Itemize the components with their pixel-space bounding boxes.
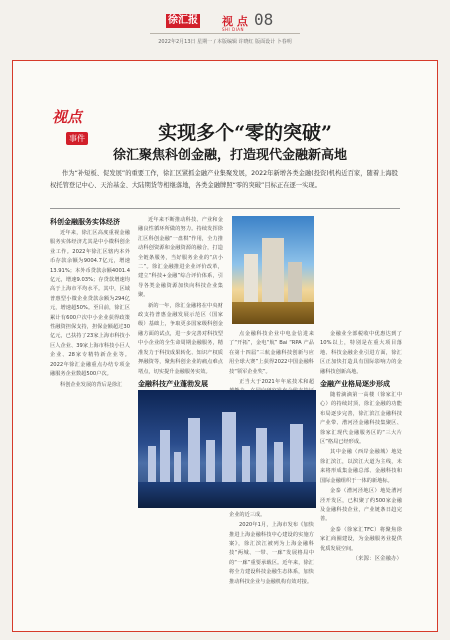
masthead <box>0 0 450 56</box>
section-heading: 科创金融服务实体经济 <box>50 218 120 226</box>
section-title-en: SHI DIAN <box>222 27 244 32</box>
paragraph: 正当大于2021年年底技术和超 <box>239 379 314 386</box>
paragraph: 新的一年，徐汇金融将在中央财政支持普惠金融发展示范区（国家级）基础上，争取更多国家级科创金融方面的试点，进一步完善对科技型中小企业的全生命周期金融服务，精准发力于科技成果转化、知识产权质押融资等，聚焦科创企业的痛点难点堵点，切实提升金融服务实效。 <box>138 302 223 375</box>
lead-paragraph: 作为“补短板、促发展”的重要工作，徐汇区紧抓金融产业集聚发展，2022年新增各类金融(投资)机构近百家，随着上海股权托管登记中心、天治基金、大陆期货等相继落地，各类金融牌照“零的突破”目标正在逐一实现。 <box>50 170 399 189</box>
paragraph: 金泰（徐家汇TFC）将聚焦徐家汇商圈建设，为金融服务业提供优质发展空间。 <box>320 526 402 552</box>
column-1 <box>50 216 130 620</box>
badge-title: 视点 <box>52 108 83 126</box>
paragraph: 近年来不断推动科技、产业和金融良性循环所做的努力。持续发挥徐汇区科创金融“一盘棋”作用，全力推动科创资源和金融资源的融合，打造全链条服务，当好服务企业的“店小二”。徐汇金融推进企业评价改革，建立“科技+金融”综合评价体系，引导各类金融资源加快向科技企业集聚。 <box>138 217 223 299</box>
paragraph: 近年来，徐汇区高度重视金融服务实体经济尤其是中小微科创企业工作。2022年徐汇区辖内本外币存款余额为9004.7亿元，增速13.91%；本外币贷款余额4001.4亿元，增速9.03%；存贷款增速均高于上海市平均水平。其中，区域普惠型小微企业贷款余额为294亿元，增速超50%。至目前，徐汇区累计有600户次中小企业获得政策性融资担保支持，担保金额超过30亿元，已扶持了23家上海市科技小巨人企业、39家上海市科技小巨人企业、28家专精特新企业等。2022年徐汇金融重点办结专项金融服务企业数超500户次。 <box>50 230 130 378</box>
section-heading: 金融产业格局逐步形成 <box>320 380 390 389</box>
lead-divider <box>50 208 400 209</box>
section-title: 视 点 <box>222 15 248 28</box>
masthead-rule <box>150 33 300 34</box>
paragraph: 其中金融（西岸金融城）地处徐汇滨江，以滨江大道为主线，未来将形成集金融总部、金融科技和国际金融组织于一体的新地标。 <box>320 449 402 484</box>
paragraph: 科创企业发展的背后是徐汇 <box>60 381 123 388</box>
column-4 <box>320 330 402 620</box>
paragraph: 2020年1月，上海市发布《加快推进上海金融科技中心建设的实施方案》，徐汇滨江被列为上海金融科技“两城、一带、一廊”发展格局中的“一廊”重要承载区。近年来，徐汇将全力建设科技金融生态体系，加快推动科技企业与金融机构有效对接。 <box>229 522 314 585</box>
paper-logo: 徐汇报 <box>168 15 198 26</box>
paragraph: 金泰（漕河泾地区）地处漕河泾开发区，已积聚了约500家金融及金融科技企业，产业链条日趋完善。 <box>320 488 402 523</box>
paragraph: 点金融科技企业中电金信进来了“开拓”，金电“航” Bai “RPA 产品在第十四届“三航金融科技创新与应用全球大赛”上获得2022中国金融科技“领军企业奖”。 <box>229 331 314 375</box>
section-heading: 金融科技产业蓬勃发展 <box>138 379 208 388</box>
page-number: 08 <box>254 10 274 29</box>
photo-financial-tower <box>232 216 314 324</box>
paragraph: 随着滴滴第一高楼（徐家汇中心）的持续封顶，徐汇金融的功能布局逐步完善，徐汇滨江金融科技产业带、漕河泾金融科技集聚区、徐家汇现代金融服务区的“三大片区”格局已经形成。 <box>320 392 402 446</box>
paragraph: 企业的近三成。 <box>229 511 266 518</box>
paragraph: 金融业全部税收中优惠达到了10%以上，特别是在重大项目落地、科技金融企业引进方面，徐汇区正加快打造具有国际影响力的金融科技创新高地。 <box>320 331 402 375</box>
headline: 实现多个“零的突破” <box>158 122 332 144</box>
badge-tag: 事件 <box>66 132 88 145</box>
photo-city-skyline <box>138 390 316 508</box>
article-source: （来源：区金融办） <box>352 555 402 562</box>
masthead-meta: 2022年2月13日 星期一 / 本版编辑 许晓红 版面设计 卜春明 <box>158 39 292 45</box>
subheadline: 徐汇聚焦科创金融，打造现代金融新高地 <box>112 148 347 163</box>
